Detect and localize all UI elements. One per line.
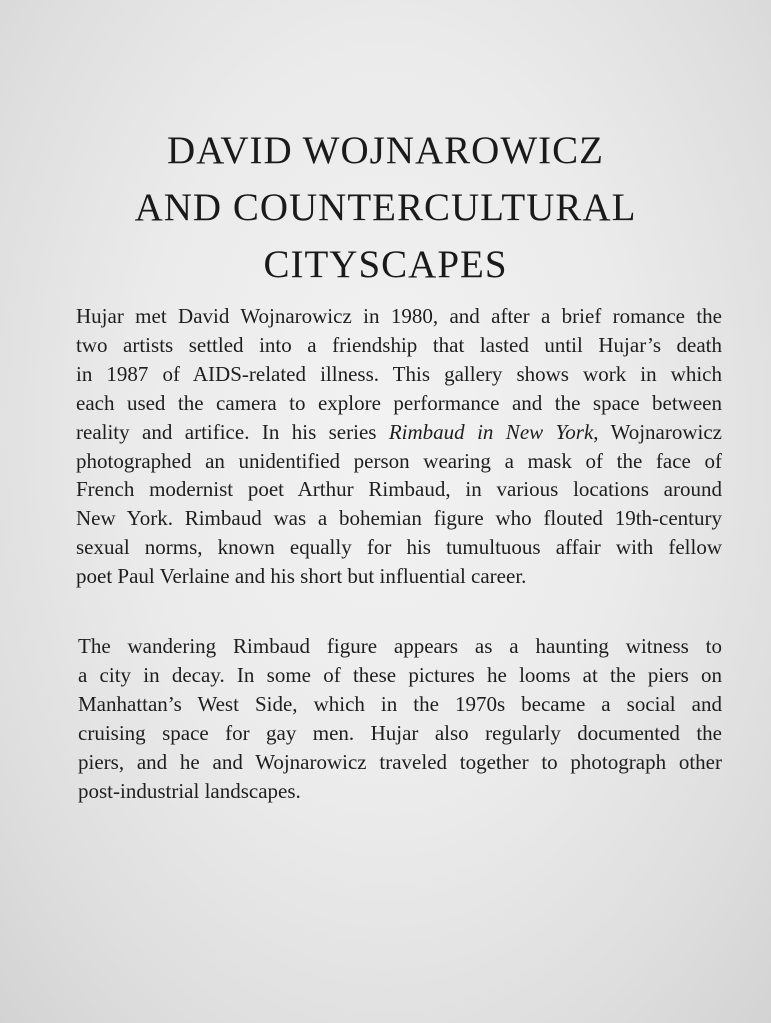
text-line: French modernist poet Arthur Rimbaud, in various locations around — [76, 477, 722, 502]
text-line: piers, and he and Wojnarowicz traveled together to photograph other — [78, 749, 722, 774]
text-segment: reality and artifice. In his series — [76, 419, 389, 444]
text-line: The wandering Rimbaud figure appears as a haunting witness to — [78, 634, 722, 658]
text-line: Hujar met David Wojnarowicz in 1980, and after a brief romance the — [76, 304, 722, 328]
text-line: New York. Rimbaud was a bohemian figure who flouted 19th-century — [76, 506, 722, 531]
title-line: AND COUNTERCULTURAL — [134, 186, 637, 229]
text-line: in 1987 of AIDS-related illness. This gallery shows work in which — [76, 361, 722, 386]
text-line: a city in decay. In some of these pictures he looms at the piers on — [78, 662, 722, 687]
title-line: DAVID WOJNAROWICZ — [167, 129, 604, 172]
title-line: CITYSCAPES — [263, 243, 508, 286]
label-title — [0, 122, 771, 293]
paragraph-1 — [76, 302, 722, 591]
artwork-series-title: Rimbaud in New York — [388, 419, 594, 444]
paragraph-2 — [78, 632, 722, 805]
text-line: photographed an unidentified person wearing a mask of the face of — [76, 448, 722, 473]
text-line: poet Paul Verlaine and his short but influential career. — [76, 564, 527, 589]
text-line: post-industrial landscapes. — [78, 778, 301, 803]
text-line: sexual norms, known equally for his tumultuous affair with fellow — [76, 535, 722, 560]
text-line: Manhattan’s West Side, which in the 1970s became a social and — [78, 691, 722, 716]
text-line: each used the camera to explore performance and the space between — [76, 390, 722, 415]
text-line: two artists settled into a friendship that lasted until Hujar’s death — [76, 332, 722, 357]
text-line — [76, 418, 722, 447]
text-line: cruising space for gay men. Hujar also regularly documented the — [78, 720, 722, 745]
text-segment: , Wojnarowicz — [593, 419, 722, 444]
